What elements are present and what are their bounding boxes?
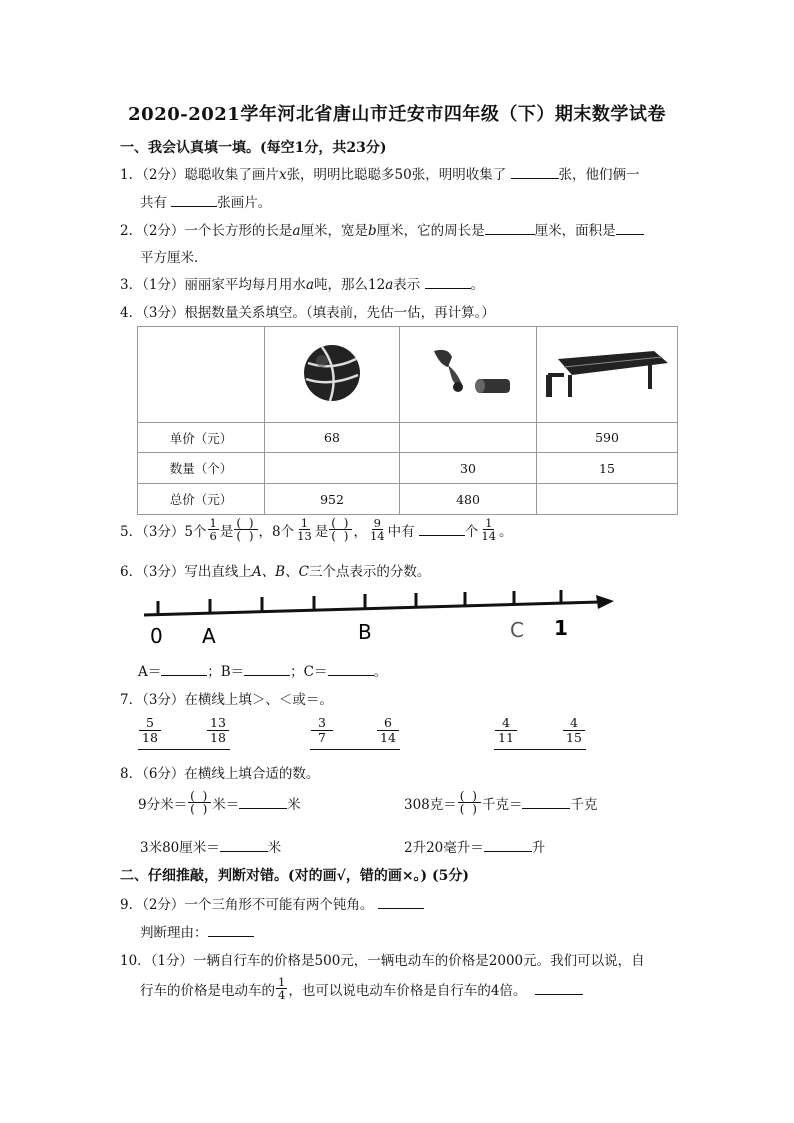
axis-point-a: A xyxy=(202,624,216,648)
answer-blank[interactable] xyxy=(616,222,644,235)
answer-fraction[interactable]: $\frac{( )}{( )}$ xyxy=(331,516,351,543)
answer-blank[interactable] xyxy=(511,166,559,179)
row-header: 总价（元） xyxy=(138,484,265,515)
answer-blank[interactable] xyxy=(484,839,532,852)
answer-blank-c[interactable] xyxy=(328,663,374,676)
axis-point-c: C xyxy=(510,618,524,642)
question-3: 3．（1分）丽丽家平均每月用水a吨，那么12a表示 。 xyxy=(120,277,485,293)
q8-row-a: 9分米＝ $\frac{( )}{( )}$ 米＝ 米 xyxy=(138,789,301,816)
table-cell: 15 xyxy=(537,453,678,484)
section-one-heading: 一、我会认真填一填。(每空1分，共23分) xyxy=(120,140,387,156)
answer-blank[interactable] xyxy=(171,194,217,207)
table-cell: 952 xyxy=(265,484,400,515)
question-10-line-2: 行车的价格是电动车的 $\frac{1}{4}$ ，也可以说电动车价格是自行车的4倍。 xyxy=(140,976,583,1001)
price-table xyxy=(137,326,678,515)
question-8-label: 8．（6分）在横线上填合适的数。 xyxy=(120,766,320,782)
axis-point-b: B xyxy=(358,620,372,644)
ping-pong-table-cell xyxy=(537,327,678,423)
axis-zero-label: 0 xyxy=(150,624,163,648)
table-cell-blank[interactable] xyxy=(537,484,678,515)
question-1-line-2: 共有 张画片。 xyxy=(140,195,272,211)
question-7-label: 7．（3分）在横线上填＞、＜或＝。 xyxy=(120,692,333,708)
question-9-line-1: 9．（2分）一个三角形不可能有两个钝角。 xyxy=(120,893,424,913)
axis-one-label: 1 xyxy=(554,616,568,640)
basketball-icon xyxy=(300,341,364,405)
q8-row-d: 2升20毫升＝ 升 xyxy=(404,840,546,856)
table-cell: 30 xyxy=(400,453,537,484)
answer-blank[interactable] xyxy=(220,839,268,852)
question-4-label: 4．（3分）根据数量关系填空。（填表前，先估一估，再计算。） xyxy=(120,305,495,321)
question-5: 5．（3分）5个 $\frac{1}{6}$ 是 $\frac{( )}{( )}$ ，8个 $\frac{1}{13}$ 是 $\frac{( )}{( )}$ ， $\frac{9}{14}$ 中有 个 $\frac{1}{14}$ 。 xyxy=(120,516,513,543)
number-line xyxy=(138,585,618,649)
answer-blank[interactable] xyxy=(208,924,254,937)
compare-pair-3[interactable]: 4 11 4 15 xyxy=(494,716,586,750)
table-cell: 480 xyxy=(400,484,537,515)
q8-row-c: 3米80厘米＝ 米 xyxy=(140,840,282,856)
row-header: 单价（元） xyxy=(138,423,265,453)
answer-blank-a[interactable] xyxy=(161,663,207,676)
table-row xyxy=(138,484,678,515)
question-10-line-1: 10．（1分）一辆自行车的价格是500元，一辆电动车的价格是2000元。我们可以说，自 xyxy=(120,953,645,969)
badminton-cell xyxy=(400,327,537,423)
q8-row-b: 308克＝ $\frac{( )}{( )}$ 千克＝ 千克 xyxy=(404,789,598,816)
table-cell: 590 xyxy=(537,423,678,453)
ping-pong-table-icon xyxy=(544,345,670,401)
table-cell-blank[interactable] xyxy=(265,453,400,484)
answer-blank[interactable] xyxy=(425,276,471,289)
page-title: 2020-2021学年河北省唐山市迁安市四年级（下）期末数学试卷 xyxy=(128,104,666,125)
answer-fraction[interactable]: $\frac{( )}{( )}$ xyxy=(236,516,256,543)
section-two-heading: 二、仔细推敲，判断对错。(对的画√，错的画×。) (5分) xyxy=(120,868,470,884)
answer-blank[interactable] xyxy=(419,523,465,536)
compare-pair-2[interactable]: 3 7 6 14 xyxy=(310,716,400,750)
badminton-icon xyxy=(418,343,518,403)
table-corner-cell xyxy=(138,327,265,423)
answer-blank[interactable] xyxy=(522,796,570,809)
question-9-line-2: 判断理由： xyxy=(140,921,254,941)
table-row xyxy=(138,453,678,484)
answer-blank[interactable] xyxy=(239,796,287,809)
question-6-label: 6．（3分）写出直线上A、B、C三个点表示的分数。 xyxy=(120,564,431,580)
answer-blank[interactable] xyxy=(378,896,424,909)
question-2-line-2: 平方厘米． xyxy=(140,250,208,266)
answer-fraction[interactable]: $\frac{( )}{( )}$ xyxy=(459,789,479,816)
answer-blank[interactable] xyxy=(535,982,583,995)
compare-pair-1[interactable]: 5 18 13 18 xyxy=(138,716,230,750)
basketball-cell xyxy=(265,327,400,423)
table-cell-blank[interactable] xyxy=(400,423,537,453)
table-row xyxy=(138,423,678,453)
table-cell: 68 xyxy=(265,423,400,453)
question-2-line-1: 2．（2分）一个长方形的长是a厘米，宽是b厘米，它的周长是 厘米，面积是 xyxy=(120,219,644,239)
answer-blank[interactable] xyxy=(485,222,535,235)
answer-blank-b[interactable] xyxy=(244,663,290,676)
row-header: 数量（个） xyxy=(138,453,265,484)
answer-fraction[interactable]: $\frac{( )}{( )}$ xyxy=(190,789,210,816)
question-1-line-1: 1．（2分）聪聪收集了画片x张，明明比聪聪多50张，明明收集了 张，他们俩一 xyxy=(120,167,640,183)
question-6-answers: A＝ ；B＝ ；C＝ 。 xyxy=(138,664,388,680)
